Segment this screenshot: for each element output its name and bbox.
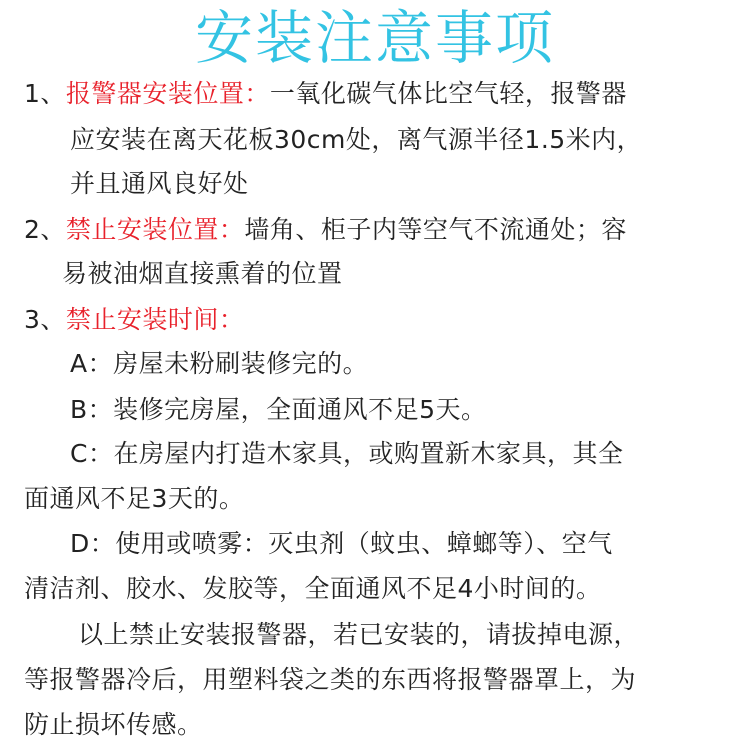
item-3-c-line-1: C：在房屋内打造木家具，或购置新木家具，其全 <box>70 439 624 468</box>
item-3-line-1 <box>24 304 244 336</box>
item-2-heading: 禁止安装位置： <box>65 215 245 244</box>
item-1-line-2: 应安装在离天花板30cm处，离气源半径1.5米内， <box>70 125 643 154</box>
note-line-1: 以上禁止安装报警器，若已安装的，请拔掉电源， <box>78 620 640 649</box>
item-3-b: B：装修完房屋，全面通风不足5天。 <box>70 395 487 424</box>
item-2-line-2: 易被油烟直接熏着的位置 <box>62 259 343 288</box>
item-3-d-line-1: D：使用或喷雾：灭虫剂（蚊虫、蟑螂等）、空气 <box>70 529 613 558</box>
item-1-heading: 报警器安装位置： <box>65 79 270 108</box>
note-line-3: 防止损坏传感。 <box>24 710 203 739</box>
item-1-text-1: 一氧化碳气体比空气轻，报警器 <box>269 79 627 108</box>
item-3-d-line-2: 清洁剂、胶水、发胶等，全面通风不足4小时间的。 <box>24 574 602 603</box>
item-1-line-1 <box>24 78 627 110</box>
note-line-2: 等报警器冷后，用塑料袋之类的东西将报警器罩上，为 <box>24 665 637 694</box>
item-1-number: 1、 <box>24 79 66 108</box>
item-3-number: 3、 <box>24 305 66 334</box>
page-title: 安装注意事项 <box>194 4 555 72</box>
item-2-line-1 <box>24 214 627 246</box>
item-3-a: A：房屋未粉刷装修完的。 <box>70 349 369 378</box>
item-3-heading: 禁止安装时间： <box>65 305 245 334</box>
item-3-c-line-2: 面通风不足3天的。 <box>24 484 245 513</box>
item-2-text-1: 墙角、柜子内等空气不流通处；容 <box>244 215 627 244</box>
item-2-number: 2、 <box>24 215 66 244</box>
item-1-line-3: 并且通风良好处 <box>70 169 249 198</box>
